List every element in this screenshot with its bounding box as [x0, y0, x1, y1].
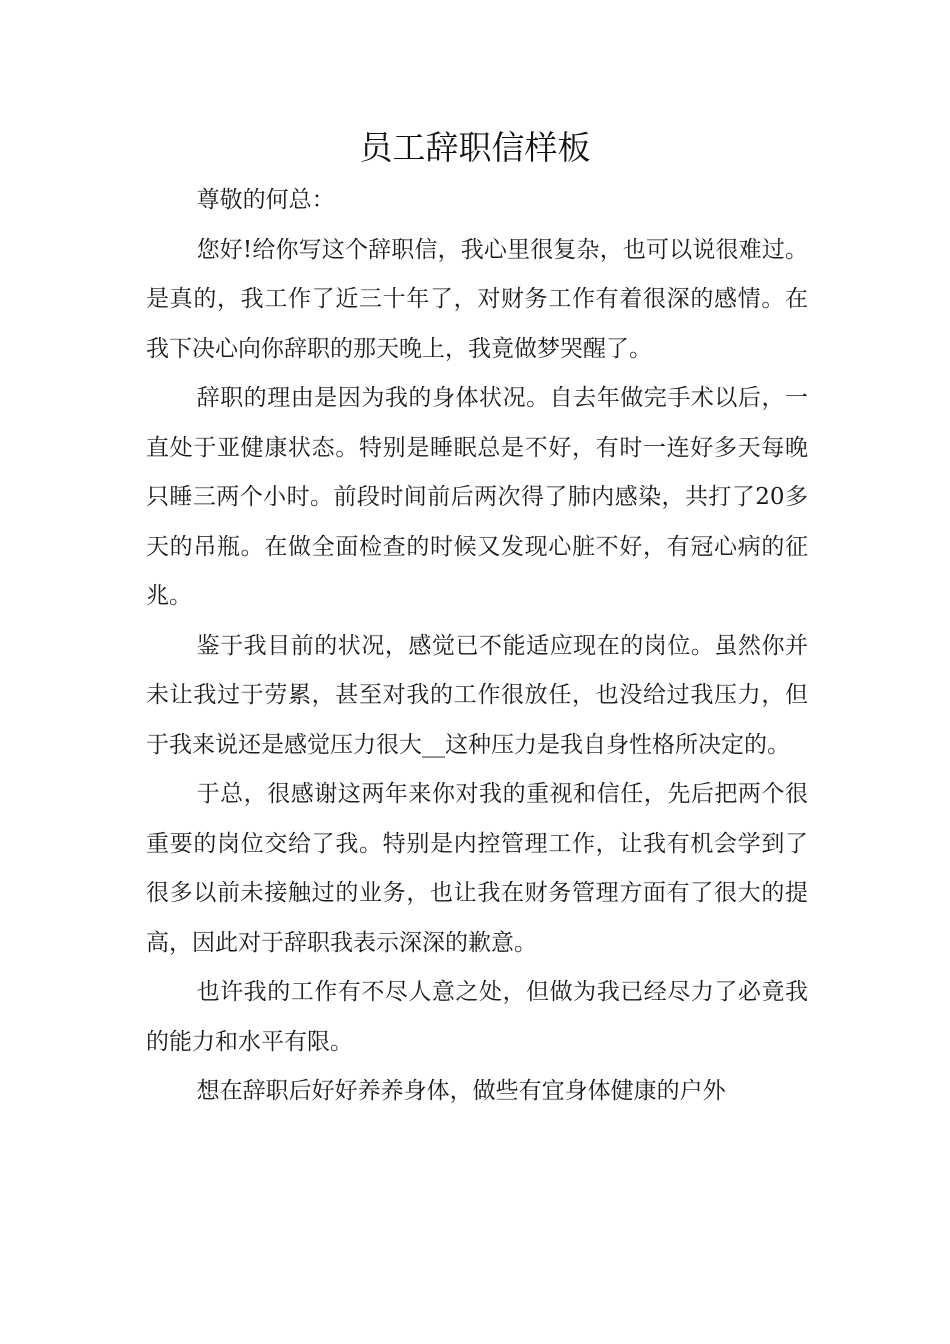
paragraph-apology: 也许我的工作有不尽人意之处，但做为我已经尽力了必竟我的能力和水平有限。 [146, 979, 808, 1055]
paragraph-future-plans: 想在辞职后好好养养身体，做些有宜身体健康的户外 [196, 1078, 726, 1104]
salutation: 尊敬的何总： [196, 187, 335, 213]
letter-body [146, 176, 808, 1117]
paragraph-gratitude: 于总，很感谢这两年来你对我的重视和信任，先后把两个很重要的岗位交给了我。特别是内控管理工作，让我有机会学到了很多以前未接触过的业务，也让我在财务管理方面有了很大的提高，因此对于辞职我表示深深的歉意。 [146, 781, 808, 956]
paragraph-greeting: 您好!给你写这个辞职信，我心里很复杂，也可以说很难过。是真的，我工作了近三十年了，对财务工作有着很深的感情。在我下决心向你辞职的那天晚上，我竟做梦哭醒了。 [146, 236, 808, 362]
paragraph-health-reason: 辞职的理由是因为我的身体状况。自去年做完手术以后，一直处于亚健康状态。特别是睡眠总是不好，有时一连好多天每晚只睡三两个小时。前段时间前后两次得了肺内感染，共打了20多天的吊瓶。在做全面检查的时候又发现心脏不好，有冠心病的征兆。 [146, 385, 808, 609]
document-title: 员工辞职信样板 [359, 128, 591, 167]
paragraph-job-pressure: 鉴于我目前的状况，感觉已不能适应现在的岗位。虽然你并未让我过于劳累，甚至对我的工作很放任，也没给过我压力，但于我来说还是感觉压力很大__这种压力是我自身性格所决定的。 [146, 632, 808, 758]
